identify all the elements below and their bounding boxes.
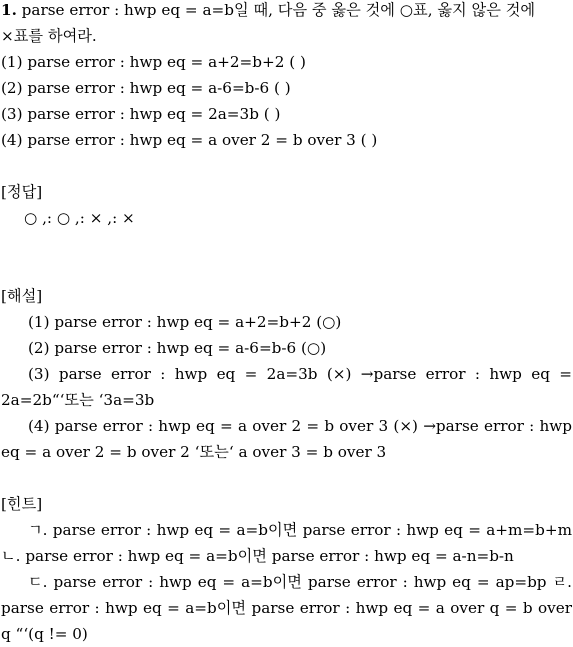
- spacer: [1, 231, 572, 257]
- spacer: [1, 465, 572, 491]
- question-stem: [1, 0, 572, 23]
- explanation-label: [해설]: [1, 287, 43, 305]
- document-page: [1, 0, 572, 647]
- explanation-line-1: (1) parse error : hwp eq = a+2=b+2 (○): [28, 313, 342, 331]
- spacer: [1, 153, 572, 179]
- question-stem-text: parse error : hwp eq = a=b일 때, 다음 중 옳은 것에 ○표, 옳지 않은 것에: [16, 1, 536, 19]
- question-item-4: (4) parse error : hwp eq = a over 2 = b over 3 ( ): [1, 131, 378, 149]
- answer-text: ○ ,: ○ ,: × ,: ×: [24, 209, 135, 227]
- question-number: 1.: [1, 1, 17, 19]
- hint-line-1: ㄱ. parse error : hwp eq = a=b이면 parse error : hwp eq = a+m=b+m ㄴ. parse error : hwp eq = a=b이면 parse error : hwp eq = a-n=b-n: [1, 521, 572, 565]
- explanation-line-2: (2) parse error : hwp eq = a-6=b-6 (○): [28, 339, 327, 357]
- hint-line-2: ㄷ. parse error : hwp eq = a=b이면 parse error : hwp eq = ap=bp ㄹ. parse error : hwp eq = a=b이면 parse error : hwp eq = a over q = b over q “‘(q != 0): [1, 573, 572, 643]
- explanation-line-4: (4) parse error : hwp eq = a over 2 = b over 3 (×) →parse error : hwp eq = a over 2 = b over 2 ‘또는‘ a over 3 = b over 3: [1, 417, 572, 461]
- question-item-2: (2) parse error : hwp eq = a-6=b-6 ( ): [1, 79, 291, 97]
- hint-label: [힌트]: [1, 495, 43, 513]
- question-item-1: (1) parse error : hwp eq = a+2=b+2 ( ): [1, 53, 306, 71]
- explanation-line-3: (3) parse error : hwp eq = 2a=3b (×) →parse error : hwp eq = 2a=2b“‘또는 ‘3a=3b: [1, 365, 572, 409]
- answer-label: [정답]: [1, 183, 43, 201]
- question-stem-continued: ×표를 하여라.: [1, 27, 97, 45]
- question-item-3: (3) parse error : hwp eq = 2a=3b ( ): [1, 105, 281, 123]
- spacer: [1, 257, 572, 283]
